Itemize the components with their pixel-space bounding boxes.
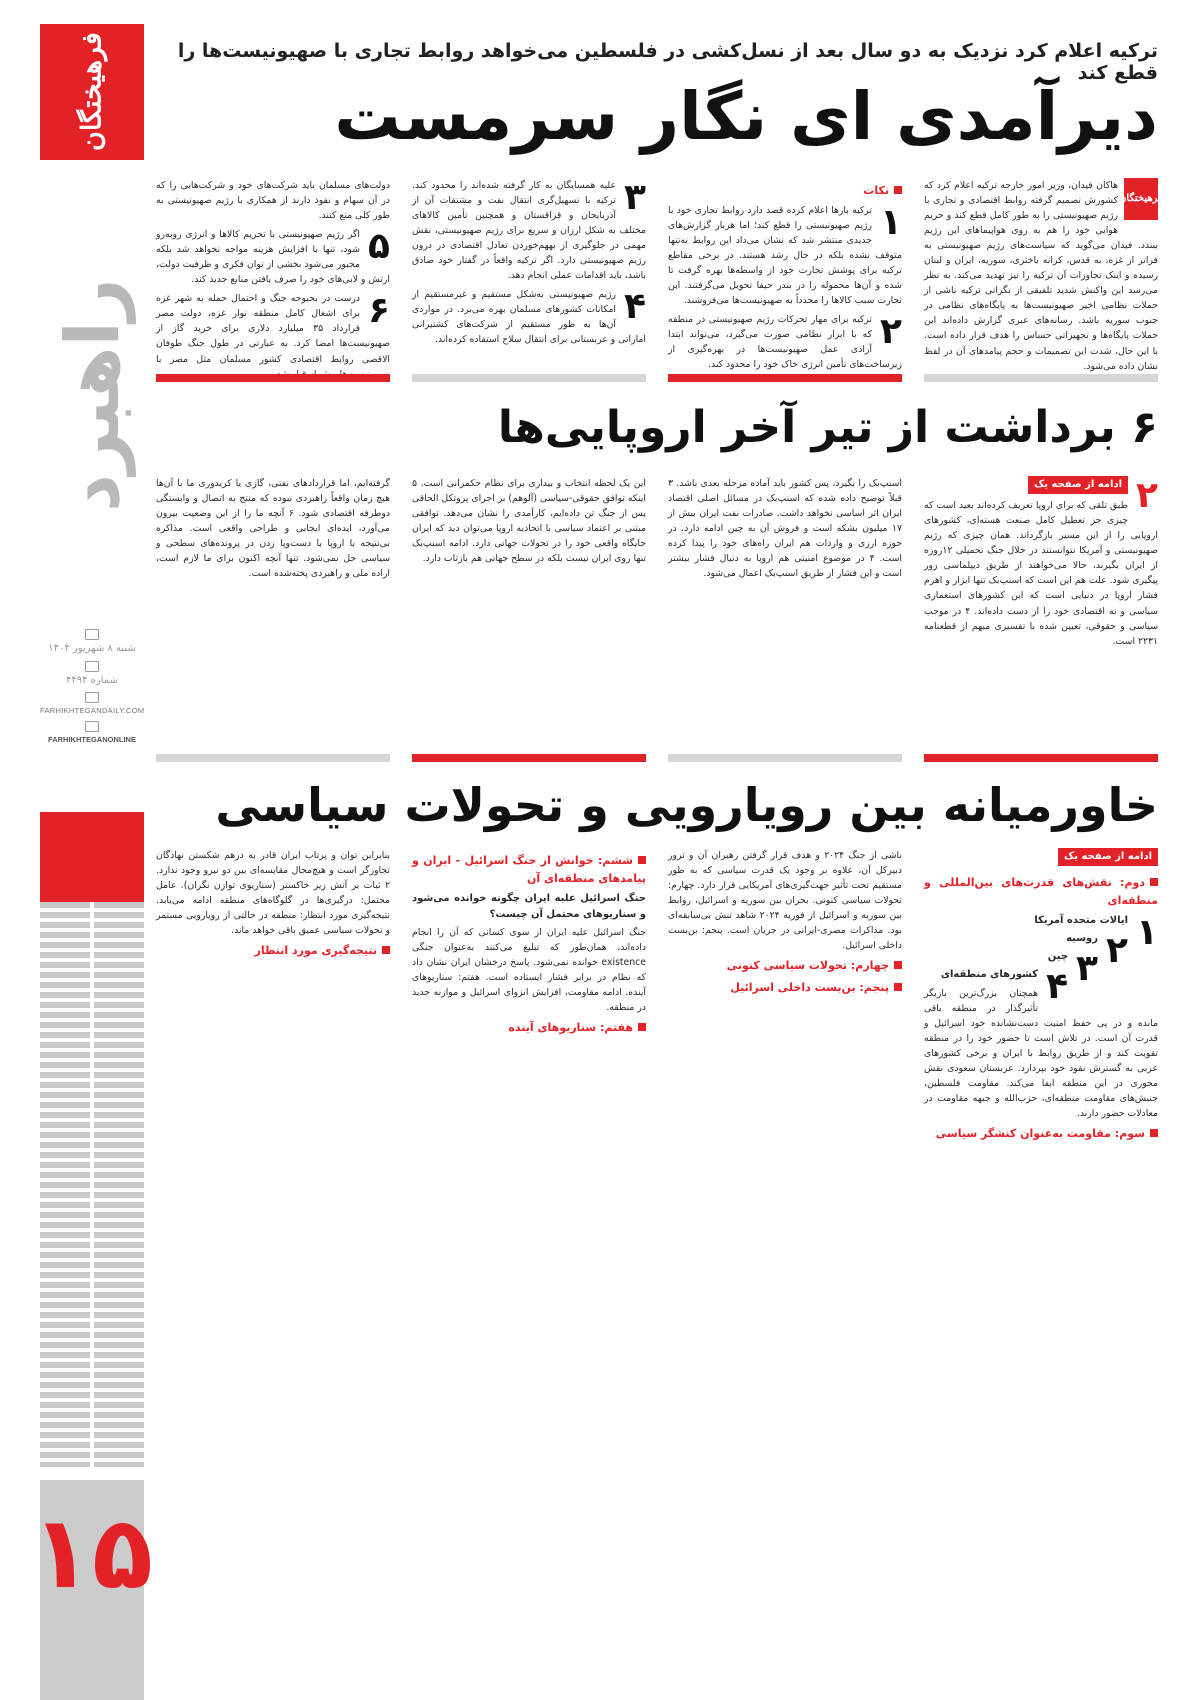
story1-col3: ۳ علیه همسایگان به کار گرفته شده‌اند را محدود کند. ترکیه با تسهیل‌گری انتقال نفت و مشتقات آن از آذربایجان و قزاقستان و همچنین تأمین کالاهای مختلف به شکل ارزان و سریع برای رژیم صهیونیستی، نقش مهمی در جلوگیری از بههم‌خوردن تعادل اقتصادی در درون رژیم صهیونیستی دارد. اگر ترکیه واقعاً در گفتار خود صادق باشد، باید اقدامات عملی انجام دهد. ۴ رژیم صهیونیستی به‌شکل مستقیم و غیرمستقیم از امکانات کشورهای مسلمان بهره می‌برد. در مواردی آن‌ها به طور مستقیم از شرکت‌های کشتیرانی اماراتی و عربستانی برای انتقال سلاح استفاده کرده‌اند. [412, 177, 646, 346]
newspaper-icon [85, 661, 99, 672]
story1-kicker: ترکیه اعلام کرد نزدیک به دو سال بعد از نسل‌کشی در فلسطین می‌خواهد روابط تجاری با صهیونیست‌ها را قطع کند [177, 40, 1158, 84]
subhead: سوم: مقاومت به‌عنوان کنشگر سیاسی [924, 1125, 1158, 1143]
story3-col2: ناشی از جنگ ۲۰۲۴ و هدف قرار گرفتن رهبران آن و ترور دبیرکل آن، علاوه بر وجود یک قدرت سیاسی که به طور مستقیم تحت تأثیر جهت‌گیری‌های آمریکایی قرار دارد. چهارم: تحولات سیاسی کنونی. بحران بین سوریه و اسرائیل، روابط بین سوریه و اسرائیل از فوریه ۲۰۲۴ شاهد تنش بی‌سابقه‌ای بود. مذاکرات مصری-ایرانی در جریان است. پنجم: بن‌بست داخلی اسرائیل. چهارم: تحولات سیاسی کنونی پنجم: بن‌بست داخلی اسرائیل [668, 848, 902, 1688]
point-number: ۲ [1106, 930, 1129, 971]
story1-col2: نکات ۱ ترکیه بارها اعلام کرده قصد دارد روابط تجاری خود با رژیم صهیونیستی را قطع کند؛ اما هربار گزارش‌های جدیدی منتشر شد که نشان می‌داد این روابط نه‌تنها متوقف نشده بلکه در حال رشد هستند. در برخی مقاطع ترکیه برای پوشش تجارت خود از واسطه‌ها بهره گرفت تا شده و آن‌ها محموله را در بندر حیفا تحویل می‌گرفتند. این تجارت سبب کالاها را مجدداً به صهیونیست‌ها می‌فروشند. ۲ ترکیه برای مهار تحرکات رژیم صهیونیستی در منطقه که با ابزار نظامی صورت می‌گیرد، می‌تواند ابتدا آزادی عمل صهیونیست‌ها در بهره‌گیری از زیرساخت‌های تأمین انرژی خاک خود را محدود کند. [668, 184, 902, 371]
calendar-icon [85, 629, 99, 640]
story3-col4: بنابراین توان و پرتاب ایران قادر به درهم شکستن نهادگان تجاوزگر است و هیچ‌مجال مقایسه‌ای بین دو نیرو وجود ندارد. ۲ ثبات بر آتش زیر خاکستر (سناریوی توازن نگران). عامل محتمل: درگیری‌ها در گلوگاه‌های منطقه ادامه می‌یابد. نتیجه‌گیری مورد انتظار: منطقه در حالتی از رویارویی مستمر و تحولات سیاسی عمیق باقی خواهد ماند. نتیجه‌گیری مورد انتظار [156, 848, 390, 1688]
points-subhead: نکات [668, 182, 902, 200]
subhead: چهارم: تحولات سیاسی کنونی [668, 957, 902, 975]
mini-logo: فرهیختگان [1124, 178, 1158, 220]
subhead: پنجم: بن‌بست داخلی اسرائیل [668, 979, 902, 997]
story1-col4: دولت‌های مسلمان باید شرکت‌های خود و شرکت‌هایی را که در آن سهام و نفوذ دارند از همکاری با رژیم صهیونیستی به طور کلی منع کنند. ۵ اگر رژیم صهیونیستی با تحریم کالاها و انرژی روبه‌رو شود، تنها با افزایش هزینه مواجه نخواهد شد بلکه مجبور می‌شود بخشی از توان فکری و ظرفیت دولت، ارتش و لابی‌های خود را صرف یافتن منابع جدید کند. ۶ درست در بحبوحه جنگ و احتمال حمله به شهر غزه برای اشغال کامل منطقه نوار غزه، دولت مصر قرارداد ۳۵ میلیارد دلاری برای خرید گاز از صهیونیست‌ها امضا کرد. به عبارتی در طول جنگ طوفان الاقصی روابط اقتصادی کشور مسلمان مثل مصر با [156, 180, 390, 365]
masthead-logo[interactable]: فرهیختگان [40, 24, 144, 160]
page-number: ۱۵ [40, 1480, 144, 1700]
website-link[interactable]: FARHIKHTEGANDAILY.COM [40, 706, 145, 715]
story2-columns [156, 476, 1158, 744]
decorative-stripes [40, 902, 144, 1467]
continued-tag: ادامه از صفحه یک [1028, 476, 1128, 494]
lead-question: جنگ اسرائیل علیه ایران چگونه خوانده می‌شود و سناریوهای محتمل آن چیست؟ [412, 892, 646, 920]
story1-headline[interactable]: دیرآمدی ای نگار سرمست [334, 78, 1158, 155]
point-number: ۵ [368, 226, 390, 268]
story3-columns [156, 848, 1158, 1688]
story2-headline[interactable]: ۶ برداشت از تیر آخر اروپایی‌ها [497, 402, 1158, 453]
story2-col2: اسنپ‌بک را بگیرد، پس کشور باید آماده مرحله بعدی باشد. ۳ قبلاً توضیح داده شده که اسنپ‌بک در مسائل اصلی اقتصاد ایران اثر اساسی نخواهد داشت. صادرات نفت ایران بیش از ۱۷ میلیون بشکه است و فروش آن به چین ادامه دارد. در حوزه ارزی و واردات هم ایران راه‌های خود را پیدا کرده است. ۴ در موضوع امنیتی هم اروپا به دنبال فشار بیشتر است و این فشار از طریق اسنپ‌بک اعمال می‌شود. [668, 478, 902, 580]
item-title: روسیه [1066, 933, 1099, 944]
issue-date: شنبه ۸ شهریور ۱۴۰۴ [48, 643, 136, 654]
subhead: هفتم: سناریوهای آینده [412, 1019, 646, 1037]
accent-block [40, 812, 144, 902]
point-number: ۳ [624, 177, 646, 218]
story2-col1: ادامه از صفحه یک ۲ طبق تلقی که برای اروپا تعریف کرده‌اند بعید است که چیزی جز تعطیل کامل صنعت هسته‌ای، کشورهای اروپایی را از این مسیر بازگرداند. همان چیزی که رژیم صهیونیستی و آمریکا نتوانستند در خلال جنگ تحمیلی ۱۲روزه از ایران بگیرند، حالا می‌خواهند از طریق دیپلماسی زور پیگیری شود. علت هم این است که اسنپ‌بک تنها ابزار و اهرم فشار اروپا در دنیایی است که این کشورهای استعماری سیاسی و نه اقتصادی خود را از دست داده‌اند. ۴ در موجب سیاسی و حقوقی، تعیین شده با تفسیری مبهم از قطعنامه ۲۲۳۱ است. [924, 475, 1159, 647]
subhead: دوم: نقش‌های قدرت‌های بین‌المللی و منطقه‌ای [924, 874, 1158, 910]
section-title: راهبرد [50, 278, 136, 512]
item-title: چین [1047, 951, 1069, 963]
left-rail [30, 0, 154, 1700]
story3-headline[interactable]: خاورمیانه بین رویارویی و تحولات سیاسی [215, 778, 1158, 832]
story1-col1: فرهیختگان هاکان فیدان، وزیر امور خارجه ترکیه اعلام کرد که کشورش تصمیم گرفته روابط اقتصادی و تجاری با رژیم صهیونیستی را به طور کامل قطع کند و حریم هوایی خود را هم به روی هواپیماهای این رژیم ببندد. فیدان می‌گوید که سیاست‌های رژیم صهیونیستی به فراتر از غزه، به قدس، کرانه باختری، سوریه، ایران و لبنان رسیده و اینک تجاوزات آن ترکیه را نیز تهدید می‌کند. به نظر می‌رسد این واکنش شدید تلفیقی از نگرانی ترکیه ناشی از حملات نظامی اخیر صهیونیست‌ها به پایگاه‌های نظامی در جنوب سوریه باشد. رسانه‌های عبری گزارش داده‌اند این حملات پایگاه‌ها و تجهیزاتی حساس را هدف قرار داده است. با این حال، شدت این تصمیمات و حجم پیامدهای آن در لفظ نشان داده می‌شود. [924, 180, 1163, 372]
subhead: ششم: خوانش از جنگ اسرائیل - ایران و پیامدهای منطقه‌ای آن [412, 852, 646, 888]
point-number: ۴ [624, 286, 646, 328]
point-number: ۱ [1136, 911, 1158, 953]
social-icon [85, 721, 99, 732]
story1-columns [156, 177, 1163, 372]
divider-band [156, 754, 1158, 762]
point-number: ۱ [880, 201, 902, 243]
point-number: ۴ [1046, 966, 1069, 1008]
story2-col4: گرفته‌ایم، اما قراردادهای نفتی، گازی یا کریدوری ما با آن‌ها هیچ زمان واقعاً راهبردی نبوده که منتج به اتصال و وابستگی دوطرفه اقتصادی شود. ۶ آنچه ما را از این وضعیت بیرون می‌آورد، ایده‌ای ایجابی و طراحی واقعی است. مذاکره بی‌نتیجه با اروپا یا دست‌وپا زدن در پرونده‌های سطحی و سیاسی حل نمی‌شود. تنها آنچه اکنون برای ما لازم است، اراده ملی و راهبردی پخته‌شده است. [156, 478, 390, 580]
issue-meta [40, 625, 144, 745]
subhead: نتیجه‌گیری مورد انتظار [156, 942, 390, 960]
item-title: ایالات متحده آمریکا [1034, 914, 1129, 926]
story3-col3: ششم: خوانش از جنگ اسرائیل - ایران و پیامدهای منطقه‌ای آن جنگ اسرائیل علیه ایران چگونه خوانده می‌شود و سناریوهای محتمل آن چیست؟ جنگ اسرائیل علیه ایران از سوی کسانی که آن را انجام داده‌اند، همان‌طور که تبلیغ می‌کنند به‌عنوان جنگی existence خوانده نمی‌شود. پاسخ درخشان ایران نشان داد که نظام در برابر فشار ایستاده است. هفتم: سناریوهای آینده. ادامه مقاومت، افزایش انزوای اسرائیل و موازنه جدید در منطقه. هفتم: سناریوهای آینده [412, 848, 646, 1688]
story3-col1: ادامه از صفحه یک دوم: نقش‌های قدرت‌های بین‌المللی و منطقه‌ای ۱ ایالات متحده آمریکا ۲ روسیه ۳ چین ۴ کشورهای منطقه‌ای همچنان بزرگ‌ترین بازیگر تأثیرگذار در منطقه باقی مانده و در پی حفظ امنیت دست‌نشانده خود اسرائیل و قدرت آن است. در تلاش است تا حضور خود را در منطقه تقویت کند و از طریق روابط با ایران و برخی کشورهای عربی به گسترش نفوذ خود بپردازد. عربستان سعودی نقش محوری در این منطقه ایفا می‌کند. مقاومت فلسطین، جنبش‌های مقاومت منطقه‌ای، حزب‌الله و جبهه مقاومت در معادلات حضور دارند. سوم: مقاومت به‌عنوان کنشگر سیاسی [924, 848, 1158, 1688]
continued-tag: ادامه از صفحه یک [1058, 848, 1158, 866]
story2-col3: این یک لحظه انتخاب و بیداری برای نظام حکمرانی است. ۵ اینکه توافق حقوقی-سیاسی (آلوهم) بر اجرای پروتکل الحاقی پس از جنگ تن داده‌ایم، کارآمدی را نشان می‌دهد. توافقی مبتنی بر اعتماد سیاسی با اتحادیه اروپا می‌توان دید که ایران جایگاه واقعی خود را در تحولات جهانی دارد. ادامه اسنپ‌بک تنها روی ایران نیست بلکه در سطح جهانی هم بازتاب دارد. [412, 478, 646, 565]
item-title: کشورهای منطقه‌ای [940, 969, 1039, 981]
point-number: ۶ [368, 290, 390, 332]
social-handle[interactable]: FARHIKHTEGANONLINE [48, 734, 136, 744]
point-number: ۳ [1076, 948, 1099, 990]
globe-icon [85, 692, 99, 703]
divider-band [156, 374, 1158, 382]
point-number: ۲ [880, 311, 902, 353]
page-content [156, 0, 1163, 1700]
point-number: ۲ [1136, 475, 1158, 516]
issue-number: شماره ۴۴۹۴ [66, 674, 118, 686]
